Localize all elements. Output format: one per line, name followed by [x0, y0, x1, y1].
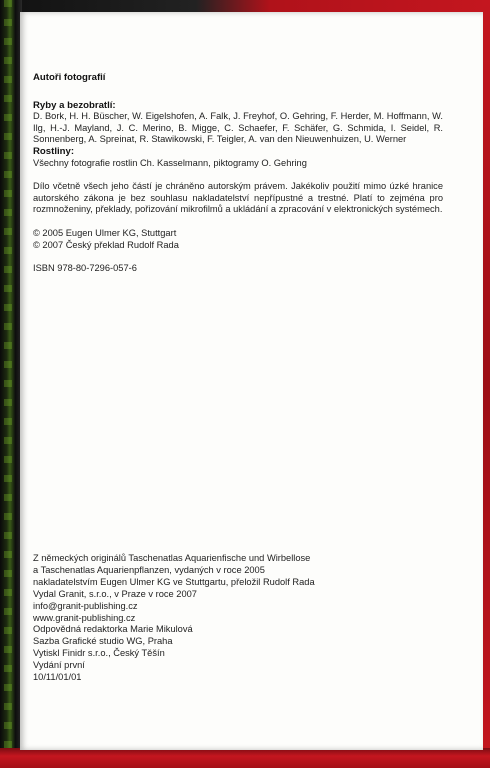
imprint-content — [33, 72, 443, 275]
colophon-line: Vydání první — [33, 660, 85, 671]
authors-heading: Autoři fotografií — [33, 72, 106, 83]
email-link: info@granit-publishing.cz — [33, 600, 138, 611]
plants-heading: Rostliny: — [33, 145, 75, 157]
copyright-notice: Dílo včetně všech jeho částí je chráněno autorským právem. Jakékoliv použití mimo úzké hranice autorského zákona je bez souhlasu nakladatelství nepřípustné a trestné. Platí to zejména pro rozmnoženiny, překlady, pořizování mikrofilmů a ukládání a zpracování v elektronických systémech. — [33, 181, 443, 215]
book-cover-left-edge — [0, 0, 22, 768]
colophon-line: Z německých originálů Taschenatlas Aquarienfische und Wirbellose — [33, 553, 311, 563]
book-cover-bottom-edge — [0, 748, 490, 768]
colophon-line: Vydal Granit, s.r.o., v Praze v roce 2007 — [33, 588, 197, 599]
colophon-line: a Taschenatlas Aquarienpflanzen, vydaných v roce 2005 — [33, 564, 265, 575]
colophon-line: Vytiskl Finidr s.r.o., Český Těšín — [33, 648, 165, 659]
colophon-line: nakladatelstvím Eugen Ulmer KG ve Stuttgartu, přeložil Rudolf Rada — [33, 576, 315, 587]
colophon-line: Odpovědná redaktorka Marie Mikulová — [33, 624, 193, 635]
isbn: ISBN 978-80-7296-057-6 — [33, 263, 137, 274]
colophon-line: 10/11/01/01 — [33, 672, 82, 683]
fish-heading: Ryby a bezobratlí: — [33, 99, 116, 111]
colophon-line: Sazba Grafické studio WG, Praha — [33, 636, 173, 647]
copyright-line: © 2007 Český překlad Rudolf Rada — [33, 239, 179, 250]
copyright-line: © 2005 Eugen Ulmer KG, Stuttgart — [33, 227, 177, 238]
plants-photographers: Všechny fotografie rostlin Ch. Kasselmann, piktogramy O. Gehring — [33, 157, 307, 168]
website-link: www.granit-publishing.cz — [33, 612, 136, 623]
fish-photographers: D. Bork, H. H. Büscher, W. Eigelshofen, A. Falk, J. Freyhof, O. Gehring, F. Herder, M. Hoffmann, W. Ilg, H.-J. Mayland, J. C. Merino, B. Migge, C. Schaefer, F. Schäfer, G. Schmida, I. Seidel, R. Sonnenberg, A. Spreinat, R. Stawikowski, F. Teigler, A. van den Nieuwenhuizen, U. Werner — [33, 111, 443, 145]
colophon — [33, 553, 443, 684]
book-cover-right-edge — [482, 0, 490, 768]
